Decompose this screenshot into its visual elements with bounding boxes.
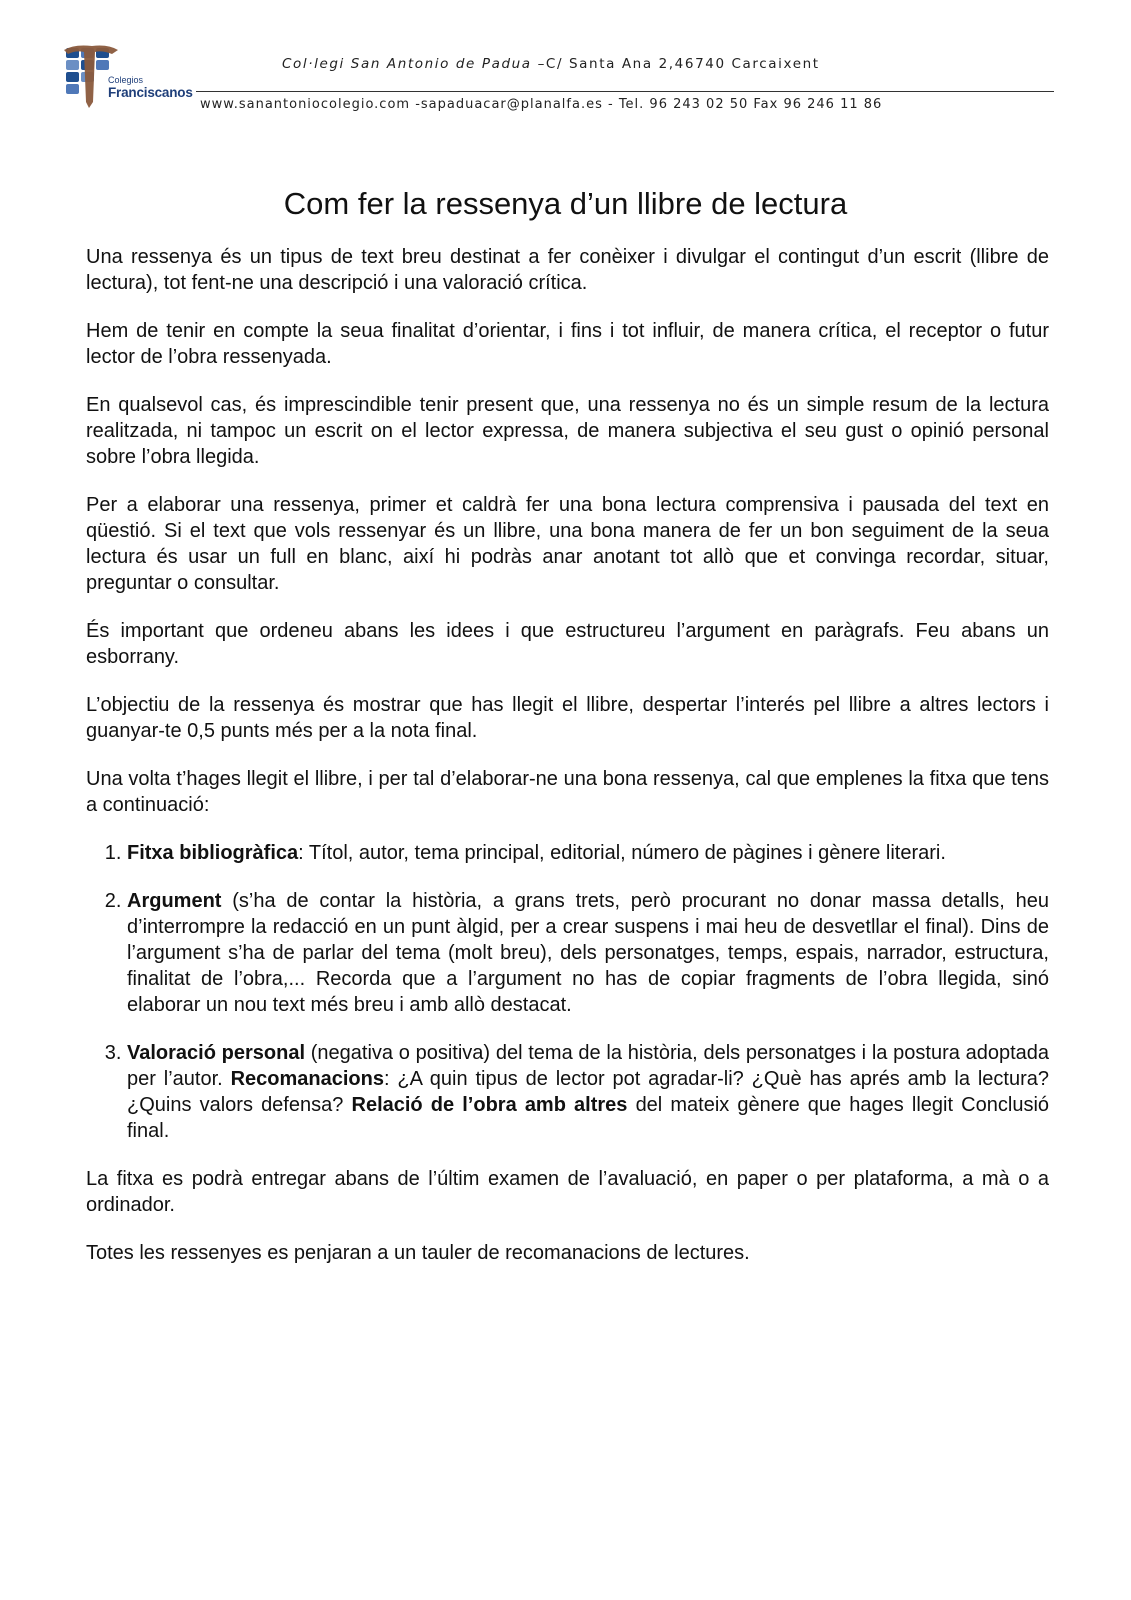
list-item-text: del mateix gènere que hages llegit Conclusió final. — [127, 1094, 1050, 1142]
document-body — [86, 244, 1049, 1288]
paragraph: En qualsevol cas, és imprescindible tenir present que, una ressenya no és un simple resum de la lectura realitzada, ni tampoc un escrit on el lector expressa, de manera subjectiva el seu gust o opinió personal sobre l’obra llegida. — [86, 394, 1049, 468]
school-name: Col·legi San Antonio de Padua — [282, 56, 532, 72]
list-item-bold: Relació de l’obra amb altres — [351, 1094, 628, 1116]
list-item-text: (negativa o positiva) del tema de la història, dels personatges i la postura adoptada per l’autor. — [127, 1042, 1049, 1090]
paragraph: Totes les ressenyes es penjaran a un tauler de recomanacions de lectures. — [86, 1242, 750, 1264]
paragraph: Una volta t’hages llegit el llibre, i per tal d’elaborar-ne una bona ressenya, cal que emplenes la fitxa que tens a continuació: — [86, 768, 1049, 816]
list-item-bold: Valoració personal — [127, 1042, 306, 1064]
paragraph: Una ressenya és un tipus de text breu destinat a fer conèixer i divulgar el contingut d’un escrit (llibre de lectura), tot fent-ne una descripció i una valoració crítica. — [86, 246, 1049, 294]
review-steps-list — [86, 840, 1049, 1144]
paragraph: L’objectiu de la ressenya és mostrar que has llegit el llibre, despertar l’interés pel llibre a altres lectors i guanyar-te 0,5 punts més per a la nota final. — [86, 694, 1049, 742]
school-address: –C/ Santa Ana 2,46740 Carcaixent — [537, 56, 820, 72]
list-item-text: : ¿A quin tipus de lector pot agradar-li? ¿Què has aprés amb la lectura? ¿Quins valors defensa? — [127, 1068, 1049, 1116]
paragraph: Per a elaborar una ressenya, primer et caldrà fer una bona lectura comprensiva i pausada del text en qüestió. Si el text que vols ressenyar és un llibre, una bona manera de fer un bon seguiment de la seua lectura és usar un full en blanc, així hi podràs anar anotant tot allò que et convinga recordar, situar, preguntar o consultar. — [86, 494, 1049, 594]
school-address-line — [282, 56, 820, 72]
page-title: Com fer la ressenya d’un llibre de lectura — [283, 186, 848, 221]
list-item-bold: Argument — [127, 890, 222, 912]
list-item — [127, 888, 1049, 1018]
logo-text-colegios: Colegios — [108, 75, 144, 85]
header-divider — [196, 91, 1054, 92]
list-item-text: : Títol, autor, tema principal, editorial, número de pàgines i gènere literari. — [298, 842, 946, 864]
paragraph: És important que ordeneu abans les idees i que estructureu l’argument en paràgrafs. Feu abans un esborrany. — [86, 620, 1049, 668]
school-logo — [62, 40, 202, 116]
logo-text-franciscanos: Franciscanos — [108, 85, 193, 100]
list-item-bold: Fitxa bibliogràfica — [127, 842, 299, 864]
school-contact-line: www.sanantoniocolegio.com -sapaduacar@planalfa.es - Tel. 96 243 02 50 Fax 96 246 11 86 — [200, 97, 883, 112]
list-item-text: (s’ha de contar la història, a grans trets, però procurant no donar massa detalls, heu d’interrompre la redacció en un punt àlgid, per a crear suspens i mai heu de desvetllar el final). Dins de l’argument s’ha de parlar del tema (molt breu), dels personatges, temps, espais, narrador, estructura, finalitat de l’obra,... Recorda que a l’argument no has de copiar fragments de l’obra llegida, sinó elaborar un nou text més breu i amb allò destacat. — [127, 890, 1049, 1016]
paragraph: La fitxa es podrà entregar abans de l’últim examen de l’avaluació, en paper o per plataforma, a mà o a ordinador. — [86, 1168, 1049, 1216]
list-item-bold: Recomanacions — [230, 1068, 384, 1090]
list-item — [127, 840, 1049, 866]
paragraph: Hem de tenir en compte la seua finalitat d’orientar, i fins i tot influir, de manera crítica, el receptor o futur lector de l’obra ressenyada. — [86, 320, 1049, 368]
list-item — [127, 1040, 1049, 1144]
